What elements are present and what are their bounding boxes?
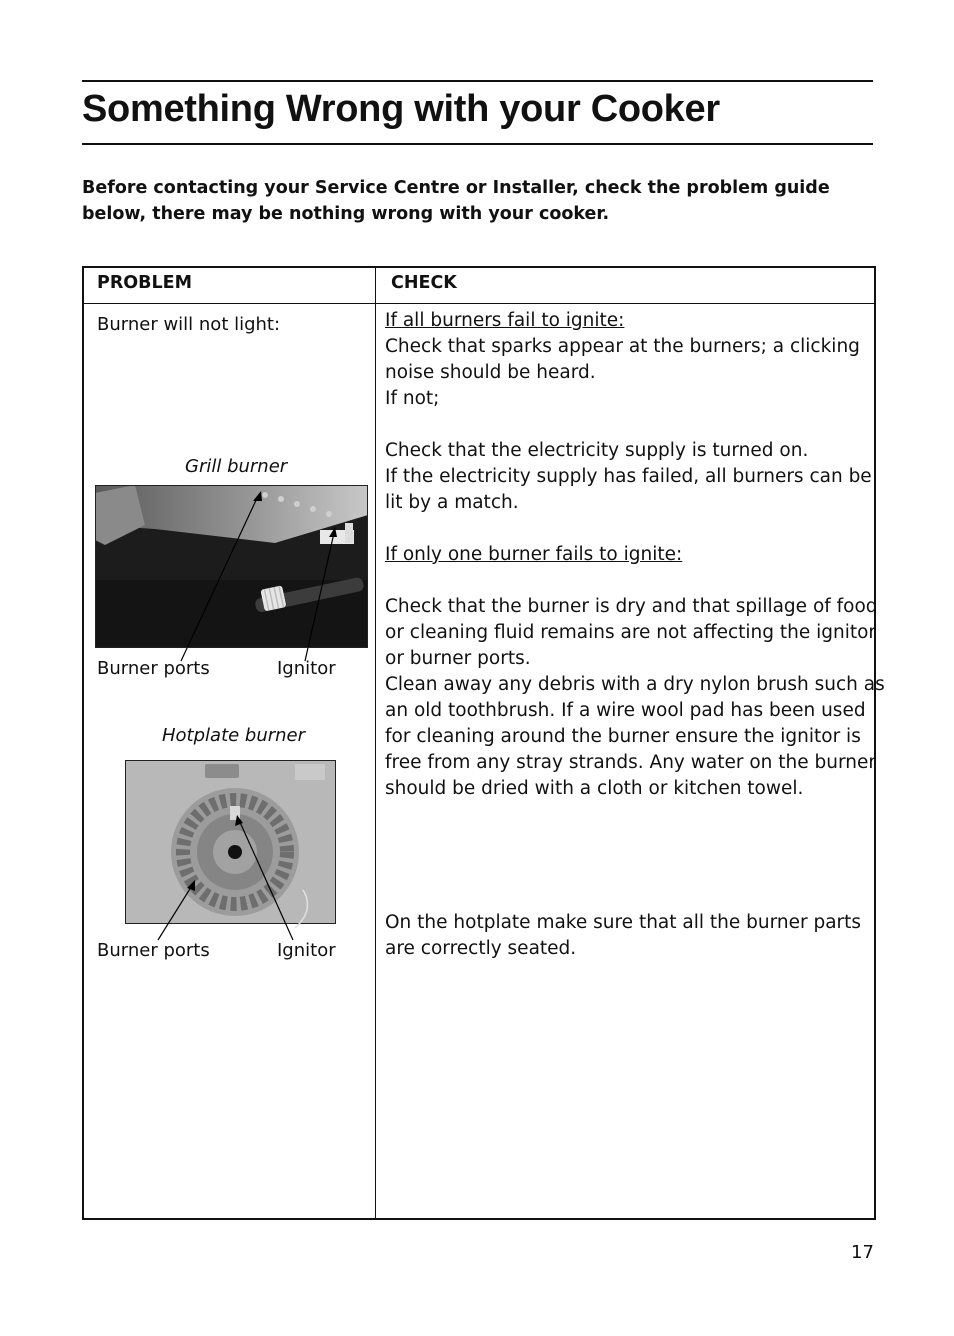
- check-line: Clean away any debris with a dry nylon brush such as: [385, 674, 885, 695]
- check-line: Check that sparks appear at the burners; a clicking: [385, 336, 860, 357]
- check-line: for cleaning around the burner ensure the ignitor is: [385, 726, 861, 747]
- check-line: should be dried with a cloth or kitchen towel.: [385, 778, 804, 799]
- hotplate-label-burner-ports: Burner ports: [97, 940, 210, 961]
- column-divider: [375, 268, 376, 1218]
- check-line: Check that the electricity supply is turned on.: [385, 440, 809, 461]
- check-heading-one-burner: If only one burner fails to ignite:: [385, 544, 683, 565]
- grill-burner-caption: Grill burner: [185, 456, 288, 477]
- page-title: Something Wrong with your Cooker: [82, 88, 720, 130]
- title-underline: [82, 143, 873, 145]
- hotplate-label-ignitor: Ignitor: [277, 940, 336, 961]
- grill-burner-photo: [95, 485, 368, 679]
- grill-label-burner-ports: Burner ports: [97, 658, 210, 679]
- check-line: free from any stray strands. Any water on the burner: [385, 752, 876, 773]
- check-line: lit by a match.: [385, 492, 519, 513]
- grill-label-ignitor: Ignitor: [277, 658, 336, 679]
- check-line: or burner ports.: [385, 648, 531, 669]
- intro-text: Before contacting your Service Centre or Installer, check the problem guide below, there may be nothing wrong with your cooker.: [82, 178, 830, 224]
- check-line: If the electricity supply has failed, all burners can be: [385, 466, 872, 487]
- check-line: noise should be heard.: [385, 362, 596, 383]
- check-all-burners-block: [385, 308, 885, 802]
- problem-check-table: [82, 266, 885, 1220]
- check-header: CHECK: [391, 273, 457, 293]
- problem-text: Burner will not light:: [97, 314, 281, 335]
- page-number: 17: [851, 1242, 874, 1263]
- check-line: On the hotplate make sure that all the burner parts: [385, 912, 862, 933]
- check-line: or cleaning fluid remains are not affecting the ignitor: [385, 622, 877, 643]
- header-divider: [84, 303, 874, 304]
- top-rule: [82, 80, 873, 82]
- hotplate-burner-photo: [125, 760, 336, 942]
- problem-header: PROBLEM: [97, 273, 193, 293]
- check-line: an old toothbrush. If a wire wool pad has been used: [385, 700, 866, 721]
- check-line: are correctly seated.: [385, 938, 577, 959]
- check-hotplate-block: [385, 910, 870, 962]
- check-line: If not;: [385, 388, 440, 409]
- check-line: Check that the burner is dry and that spillage of food: [385, 596, 878, 617]
- check-heading-all-burners: If all burners fail to ignite:: [385, 310, 625, 331]
- hotplate-burner-caption: Hotplate burner: [162, 725, 306, 746]
